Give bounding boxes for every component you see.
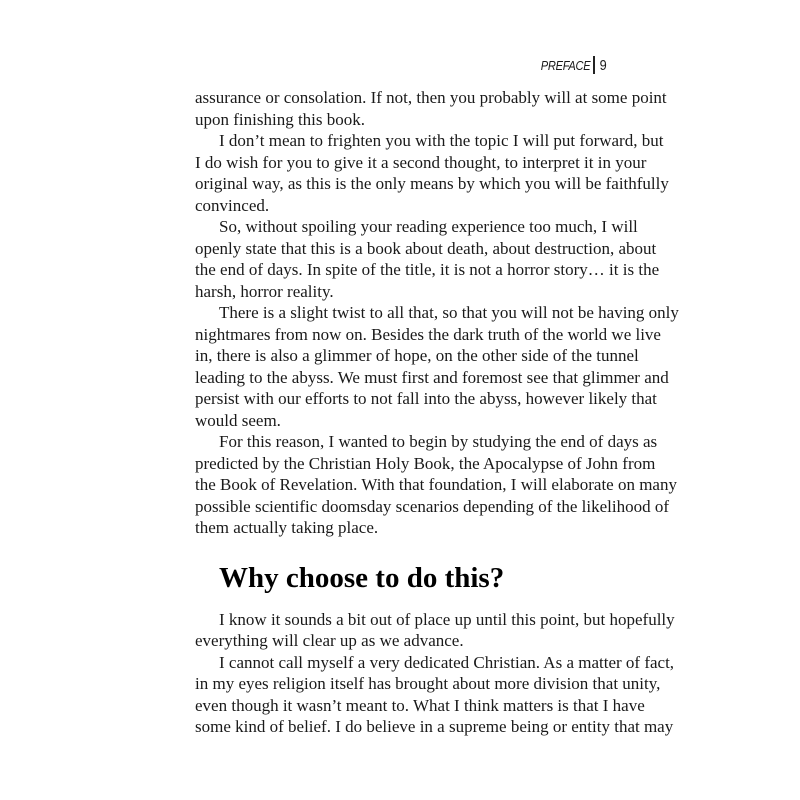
text-line: original way, as this is the only means by which you will be faithfully (195, 174, 669, 193)
paragraph (195, 302, 679, 431)
paragraph (195, 609, 675, 652)
text-line: leading to the abyss. We must first and foremost see that glimmer and (195, 367, 669, 387)
paragraph (195, 130, 669, 216)
text-line: I know it sounds a bit out of place up until this point, but hopefully (219, 609, 675, 629)
header-divider (593, 56, 595, 74)
text-line: possible scientific doomsday scenarios depending of the likelihood of (195, 496, 670, 516)
text-line: convinced. (195, 195, 270, 215)
text-line: some kind of belief. I do believe in a supreme being or entity that may (195, 717, 674, 736)
text-line: in, there is also a glimmer of hope, on the other side of the tunnel (195, 346, 639, 365)
paragraph (195, 652, 675, 738)
text-line: There is a slight twist to all that, so that you will not be having only (219, 303, 679, 322)
text-line: I cannot call myself a very dedicated Christian. As a matter of fact, (219, 652, 675, 672)
section-heading: Why choose to do this? (219, 561, 505, 594)
text-line: persist with our efforts to not fall into the abyss, however likely that (195, 389, 657, 408)
text-line: For this reason, I wanted to begin by studying the end of days as (219, 432, 658, 451)
paragraph (195, 216, 660, 302)
text-line: the end of days. In spite of the title, it is not a horror story… it is the (195, 260, 660, 279)
text-line: I do wish for you to give it a second thought, to interpret it in your (195, 152, 647, 172)
text-line: even though it wasn’t meant to. What I think matters is that I have (195, 695, 645, 715)
text-line: nightmares from now on. Besides the dark truth of the world we live (195, 324, 661, 344)
text-line: in my eyes religion itself has brought about more division that unity, (195, 674, 661, 693)
text-line: everything will clear up as we advance. (195, 631, 464, 650)
text-line: I don’t mean to frighten you with the topic I will put forward, but (219, 131, 664, 150)
body-text (195, 87, 679, 738)
running-header (532, 56, 607, 74)
text-line: upon finishing this book. (195, 109, 366, 129)
text-line: openly state that this is a book about death, about destruction, about (195, 238, 657, 258)
text-line: harsh, horror reality. (195, 281, 334, 301)
paragraph (195, 431, 677, 539)
text-line: predicted by the Christian Holy Book, the Apocalypse of John from (195, 453, 656, 473)
text-line: So, without spoiling your reading experience too much, I will (219, 217, 638, 236)
paragraph (195, 87, 667, 130)
page-number: 9 (599, 56, 607, 74)
text-line: the Book of Revelation. With that foundation, I will elaborate on many (195, 475, 677, 494)
text-line: them actually taking place. (195, 518, 379, 537)
section-title: PREFACE (540, 57, 591, 73)
text-line: would seem. (195, 410, 281, 430)
text-line: assurance or consolation. If not, then you probably will at some point (195, 88, 667, 107)
